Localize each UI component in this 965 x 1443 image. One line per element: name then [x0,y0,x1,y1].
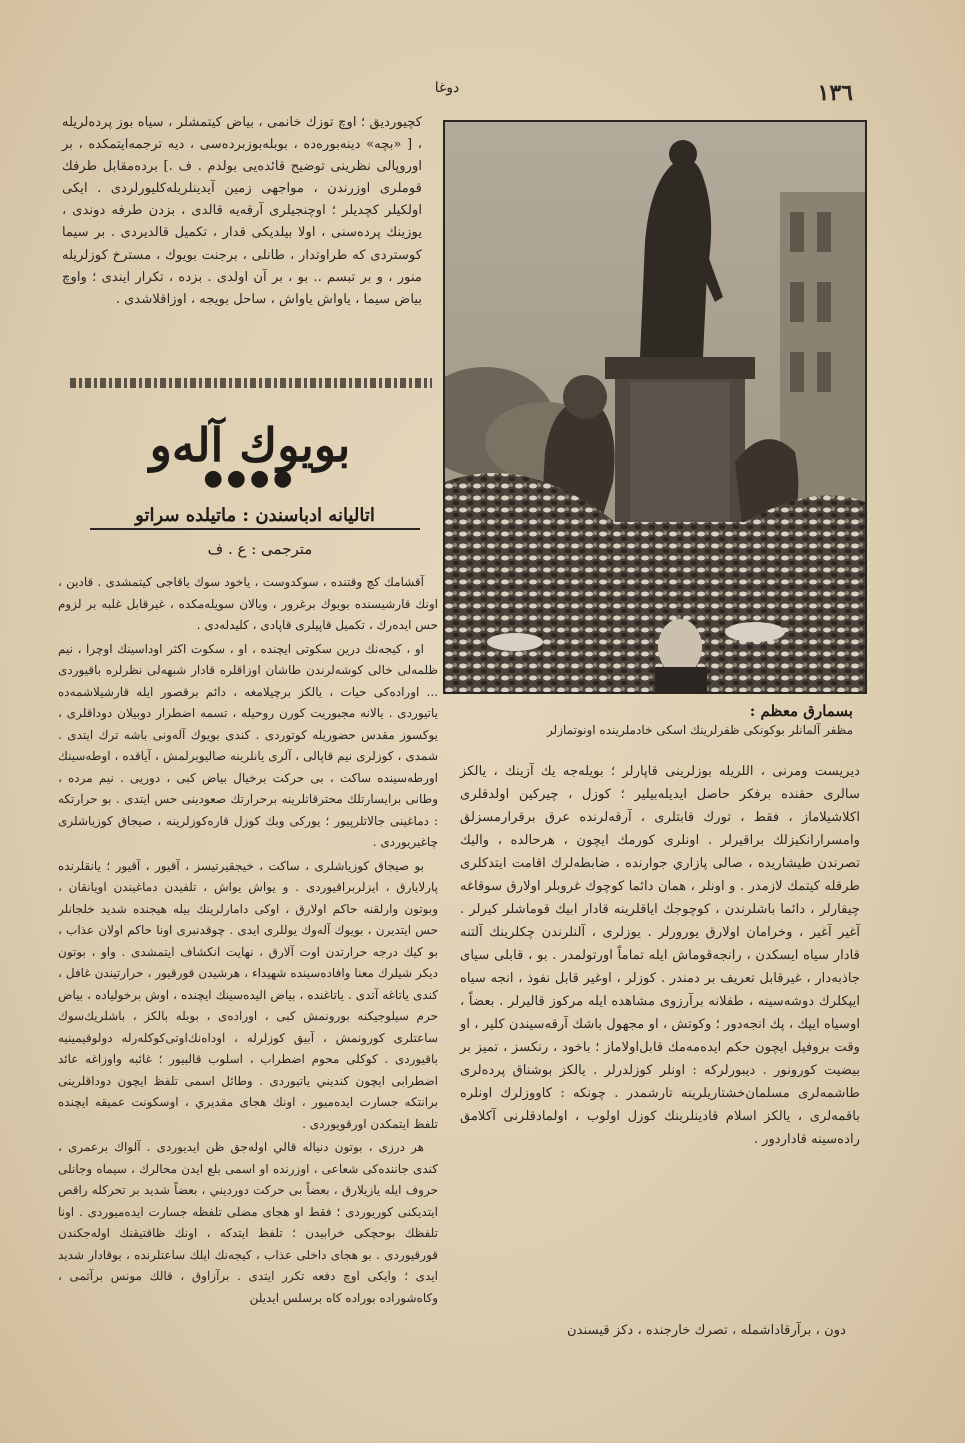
ornamental-divider [70,378,432,388]
photo-illustration [445,122,865,692]
bismarck-monument-photo [443,120,867,694]
page-number: ١٣٦ [817,80,853,106]
running-title: دوغا [434,80,460,96]
poem-text: كچيورديق ؛ اوچ توزك خانمى ، بياض كيتمشلر ، سياه بوز پردەلريلە ، [ «بچە» دينه‌بوره‌ده ، بوبله‌بوزبرده‌سى ، ديه ترجمه‌ايتمكده ، بر اوروپالى نظرينى توضيح قائده‌يى بولدم . ف .] برده‌مقابل طرفك قوملرى اوزرندن ، مواجهى زمين آيدينلريله‌كليورلردى . ايكى اولكيلر كچديلر ؛ اوچنجيلرى آرقه‌يه‌ قالدى ، بزدن طرفه دوندى ، يوزينك پرده‌سنى ، اولا بيلديكى قدار ، تكميل قالديردى . بر سيما كوستردى كه طراوتدار ، طانلى ، برجنت بويوك ، مسترخ كوزلريله منور ، و بر تبسم .. بو ، بر آن اولدى . بزده ، تكرار ايندى ؛ واوچ بياض سيما ، ياواش ياواش ، ساحل بويجه ، اوزاقلاشدى . [62,115,422,307]
article-author: اتاليانه ادباسندن : ماتيلده سراتو [90,505,420,530]
article-body [58,572,438,1382]
article-paragraph: بو صيجاق كوزياشلرى ، ساكت ، خيجقيرتيسز ، آقيور ، آقيور ؛ يانقلرنده پارلايارق ، ايزلربراقيوردى . و يواش يواش ، تلفيدن دماغيندن اويانقان ، وبوتون وارلقنه حاكم اولارق ، اوكى دامارلرينك بيله هيجنده شديد خلجانلر حس ايتديرن ، بويوك آله‌وك يوللرى ايدى . چوقدنبرى اونا حاكم اولان عذاب ، بو كيك درجه حرارتدن اوت آلارق ، نهايت انكشاف ايتمشدى . واو ، بوتون ديكر شيلرك معنا وافاده‌سينده شهيداء ، هرشيدن قورقيور ، حرارتيندن غافل ، كندى ياتاغه آتدى . ياتاغنده ، بياض اليده‌سينك ايچنده ، اوش برخولياده ، بياض حرم سيلوجيكنه بورونمش كبى ، اوراده‌ى ، بوبله‌ بالكز ، باشلريك‌سوك ساعتلرى‌ كورونمش ، آبيق كوزلرله ، اوداه‌نك‌اوتى‌كوكله‌رله‌ دولوقيمينيه باقيوردى . كوكلى محوم اضطراب ، اسلوب قالبيور ؛ غائبه ‌واوزاغه عائد اضطرابى ايچون كنديني ياتيوردى . وطائل اسمى تلفظ ايچون دوداقلرينى برانتكه جسارت ايده‌ميور ، اونك هجاى مقديري ، اوسكونت عميقه ايچنده تلفظ ايتمكدن اورقويوردى . [58,858,438,1131]
poem-continuation [62,112,422,311]
article-title: بويوك آله‌و [149,418,351,472]
right-column-text [460,760,860,1151]
photo-caption-title: بسمارق معظم : [749,702,853,720]
right-column-paragraph: ديريست ومرنى ، اللريله بوزلرينى قاپارلر ؛ بويله‌جه يك آزينك ، يالكز سالرى حقنده برفكر حاصل ايديله‌بيلير ؛ كوزل ، چيركين اولدقلرى اكلاشيلاماز ، فقط ، تورك قابتلرى ، آرقه‌لرنده عرق برقرارمسزلق وامسرارانكيزلك براقيرلر . اونلرى كورمك ايچون ، هرحالده ، واليك تصرندن طيشاريده ، صالى پازاري جوارنده ، ضابطه‌لرك اقامت ايتدكلرى طرقله كيتمك لازمدر . و اونلر ، همان دائما كوچوك غروبلر اولارق سوقاغه چيقارلر ، دائما باشلرندن ، كوچوجك اياقلرينه قادار ابيك قوماشلر كيرلر . آغير آغير ، وخرامان اولارق يورورلر . يوزلرى ، آلنلرندن چكلرينك آلتنه قادار سياه ايسكدن ، رانجه‌قوماش ايله تماماً اورتولمدر . بو ، قابلى سياى جاذبه‌دار ، غيرقابل تعريف بر دمندر . كوزلر ، اوغير قابل نفوذ ، انجه سياه ايپكلرك دوشه‌سينه ، طفلانه برآرزوى مشاهده ايله مركوز قاليرلر . بعضاً ، اوسياه ايپك ، پك انجه‌دور ؛ وكوتش ، او مجهول باشك آرقه‌سيندن كلير ، او وقت بروفيل ايچون حكم ايده‌مه‌مك قابل‌اولاماز ؛ باخود ، رنكسز ، تميز بر بيضيت كورونور . ديبورلركه : اونلر كوزلدرلر . يالكز بوشناق پردەلرى طاشمه‌لرى مسلمان‌خشتاريلرينه تارشمدر . چونكه : كاووزلرك اونلره باقمه‌لرى ، يالكز اسلام قادينلرينك كوزل اولوب ، اولمادقلرنى آكلامق راده‌سينه قادار‌دور . [460,764,860,1147]
article-translator: مترجمى : ع . ف [207,540,313,558]
right-column-footer [460,1320,860,1342]
photo-caption-text: مظفر آلمانلر بوكونكى ظفرلرينك اسكى خادملرينده اونوتمازلر [546,723,853,737]
article-paragraph: هر درزى ، بوتون دنياله قالي اوله‌جق ظن ايديوردى . آلواك برعمرى ، كندى جاننده‌كى شعاعى ، اوزرنده او اسمى بلع ايدن محالرك ، سيماه وجانلى حروف ايله يازيلارق ، بعضاً بى حركت دورديني ، بعضاً شديد بر تحركله راقص ايتديكنى كوريوردى ؛ فقط او هجاى مضلى تلفظه جسارت ايده‌ميوردى . اونا تلفظك بوحچكى خرابيدن ؛ تلفظ ايتدكه ، اونك ظاقتيقنك اوله‌جكندن قورقيوردى . بو هجاى داخلى عذاب ، كيجه‌نك ايلك ساعتلرنده ، بوقادار شديد ايدى ؛ وايكى اوچ دفعه تكرر ايتدى . برآزاوق ، قالك مونس برآتمى ، وكاه‌شوراده بوراده كاه برسلس ايديلن [58,1140,438,1305]
right-footer-paragraph: دون ، برآرقاداشمله ، تصرك خارجنده ، دكز قيسندن [567,1323,846,1338]
article-paragraph: او ، كيجه‌نك درين سكوتى ايچنده ، او ، سكوت اكثر اوداسينك اوچرا ، نيم ظلمه‌لى خالى كوشه‌لرندن طاشان اوزاقلره قادار شبهه‌لى نظرلره باقيوردى ... اوراده‌كى حيات ، يالكز برچيلامغه ، دائم برقصور ايله قارشيلاشمه‌ده ياتيوردى . يالانه مجبوريت كورن روحيله ، تسمه اضطرار دوبيلان دوداقلرى ، يوكسوز مقدس حضوريله كوتوردى . كندى بويوك آله‌ونى باشه ترك ايتدى . شمدى ، كوزلرى نيم قاپالى ، آلرى يانلرينه صاليوبرلمش ، آياقده ، اوطه‌سينك اورطه‌سينده ساكت ، بى حركت برخيال بياض كبى ، دوريى . نيم مرده ، وطانى برايسارتلك محترقاتلرينه برحرارتك صعودينى حس ايتدى . بو حرارتكه : دماغينى جالاتلرپيور ؛ يوركى وبك كوزل قارەكوزلرينه ، صيجاق كوزياشلرى چاغيريوردى . [58,641,438,849]
title-dots: ●●●● [203,466,297,491]
article-paragraph: آقشامك كچ وقتنده ، سوكدوست ، ياخود سوك ياقاجى كيتمشدى . قادين ، اونك قارشيسنده بويوك برغرور ، ويالان سويله‌مكده ، غيرقابل غلبه بر لزوم حس ايده‌رك ، تكميل قاپيلرى قاپادى ، كليدله‌دى . [58,575,438,632]
